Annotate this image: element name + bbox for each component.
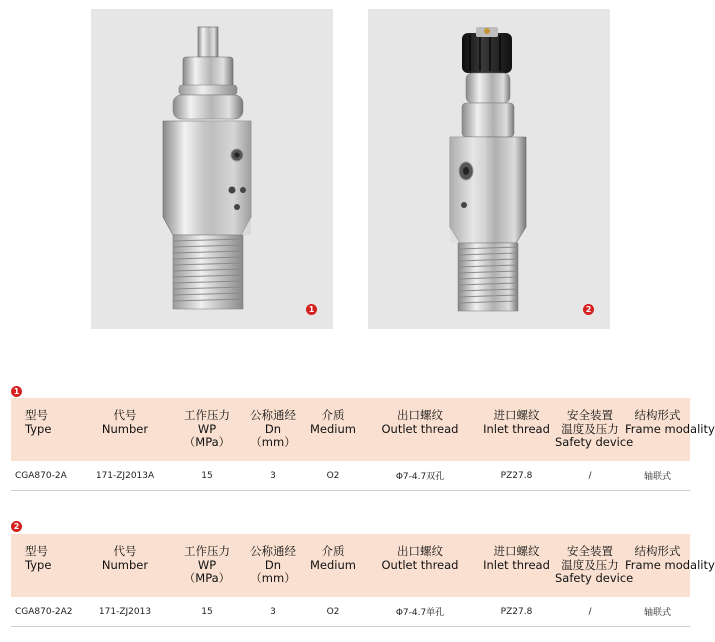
col-header-unit: （mm）: [250, 571, 296, 585]
valve-image-1: [91, 9, 333, 329]
col-header-zh: 型号: [25, 544, 48, 558]
col-header-dn: [242, 534, 304, 597]
col-header-en: Frame modality: [625, 421, 715, 436]
col-header-en: Number: [101, 421, 149, 436]
photo-number-badge: 1: [306, 304, 317, 315]
col-header-zh: 安全装置: [567, 408, 613, 422]
cell-dn: 3: [270, 606, 276, 617]
col-header-en: Safety device: [555, 571, 634, 585]
col-header-en: Inlet thread: [483, 421, 550, 436]
col-header-en: Safety device: [555, 435, 634, 449]
col-header-type: [11, 398, 78, 461]
cell-dn: 3: [270, 470, 276, 481]
cell-safety-device: /: [588, 606, 592, 617]
section-number-badge: 2: [11, 521, 22, 532]
col-header-wp: [172, 534, 242, 597]
spec-table-1: [11, 398, 715, 491]
table-row: [11, 461, 690, 491]
col-header-zh: 工作压力: [184, 408, 230, 422]
col-header-en: Medium: [310, 557, 356, 572]
col-header-medium: [304, 534, 362, 597]
col-header-zh: 结构形式: [634, 544, 681, 558]
col-header-zh2: 温度及压力: [561, 557, 619, 572]
col-header-zh: 介质: [321, 408, 345, 422]
cell-inlet-thread: PZ27.8: [500, 606, 533, 617]
col-header-wp: [172, 398, 242, 461]
col-header-unit: （MPa）: [183, 435, 231, 449]
col-header-en: Dn: [264, 421, 282, 436]
col-header-inlet-thread: [478, 534, 555, 597]
table-header-row: [11, 398, 690, 461]
valve-image-2: [368, 9, 610, 329]
col-header-type: [11, 534, 78, 597]
cell-medium: O2: [326, 606, 340, 617]
col-header-zh: 型号: [25, 408, 48, 422]
cell-frame-modality: 轴联式: [643, 608, 671, 618]
col-header-zh: 公称通经: [250, 544, 296, 558]
col-header-medium: [304, 398, 362, 461]
col-header-inlet-thread: [478, 398, 555, 461]
col-header-frame-modality: [625, 534, 715, 597]
cell-outlet-thread: Φ7-4.7单孔: [395, 608, 445, 618]
col-header-unit: （MPa）: [183, 571, 231, 585]
cell-safety-device: /: [588, 470, 592, 481]
col-header-frame-modality: [625, 398, 715, 461]
cell-type: CGA870-2A: [15, 470, 67, 481]
cell-outlet-thread: Φ7-4.7双孔: [395, 472, 445, 482]
col-header-unit: （mm）: [250, 435, 296, 449]
spec-table-2: [11, 534, 715, 627]
col-header-zh: 进口螺纹: [493, 544, 540, 558]
col-header-number: [78, 534, 172, 597]
cell-type: CGA870-2A2: [15, 606, 73, 617]
col-header-safety-device: [555, 534, 634, 597]
col-header-zh: 代号: [113, 544, 137, 558]
cell-wp: 15: [201, 606, 213, 617]
col-header-en: Outlet thread: [381, 421, 459, 436]
cell-medium: O2: [326, 470, 340, 481]
col-header-en: Type: [25, 421, 52, 436]
table-row: [11, 597, 690, 627]
col-header-en: Frame modality: [625, 557, 715, 572]
cell-number: 171-ZJ2013: [98, 606, 152, 617]
col-header-zh: 代号: [113, 408, 137, 422]
photo-number-badge: 2: [583, 304, 594, 315]
col-header-zh: 工作压力: [184, 544, 230, 558]
col-header-zh: 公称通经: [250, 408, 296, 422]
col-header-outlet-thread: [362, 534, 478, 597]
col-header-en: WP: [197, 421, 217, 436]
col-header-outlet-thread: [362, 398, 478, 461]
cell-frame-modality: 轴联式: [643, 472, 671, 482]
col-header-dn: [242, 398, 304, 461]
cell-inlet-thread: PZ27.8: [500, 470, 533, 481]
col-header-safety-device: [555, 398, 634, 461]
col-header-zh: 安全装置: [567, 544, 613, 558]
table-header-row: [11, 534, 690, 597]
product-photo-1: [91, 9, 333, 329]
col-header-zh: 介质: [321, 544, 345, 558]
col-header-zh: 出口螺纹: [397, 544, 443, 558]
col-header-en: Type: [25, 557, 52, 572]
cell-number: 171-ZJ2013A: [95, 470, 155, 481]
col-header-zh2: 温度及压力: [561, 421, 619, 436]
col-header-zh: 进口螺纹: [493, 408, 540, 422]
col-header-en: Medium: [310, 421, 356, 436]
col-header-zh: 出口螺纹: [397, 408, 443, 422]
col-header-en: Number: [101, 557, 149, 572]
col-header-en: Inlet thread: [483, 557, 550, 572]
section-number-badge: 1: [11, 386, 22, 397]
col-header-number: [78, 398, 172, 461]
col-header-en: WP: [197, 557, 217, 572]
product-photo-2: [368, 9, 610, 329]
cell-wp: 15: [201, 470, 213, 481]
col-header-en: Dn: [264, 557, 282, 572]
col-header-en: Outlet thread: [381, 557, 459, 572]
col-header-zh: 结构形式: [634, 408, 681, 422]
